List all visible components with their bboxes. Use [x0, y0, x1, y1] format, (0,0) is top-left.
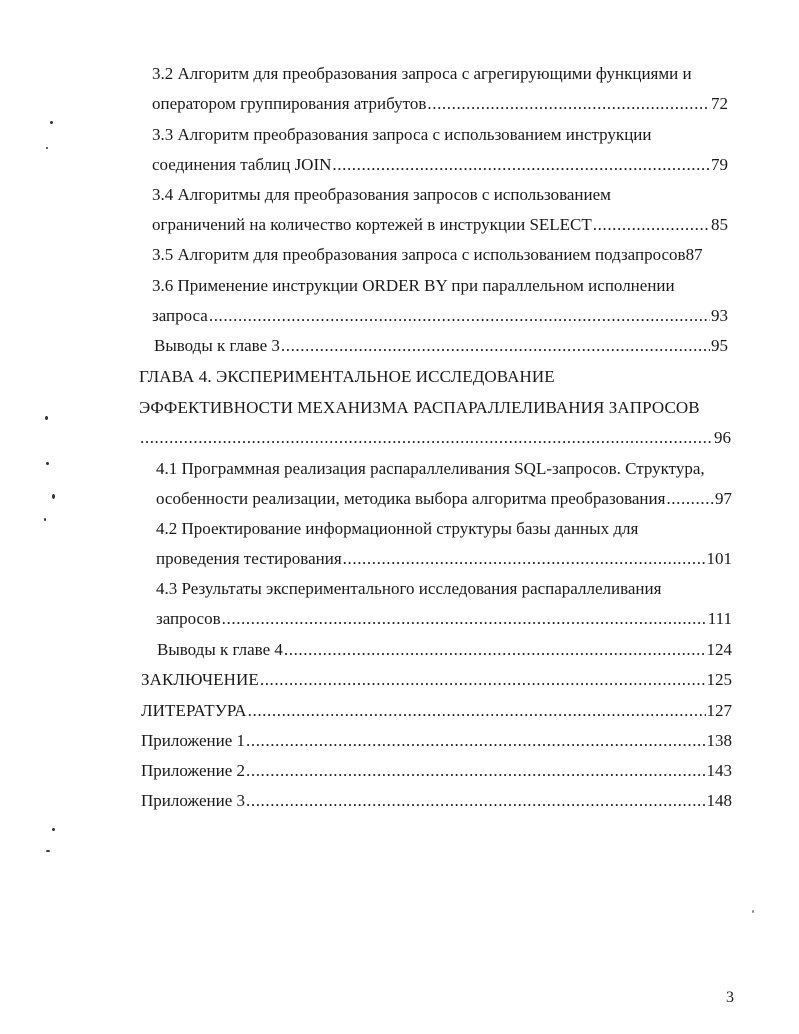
toc-entry-appendix-2-page: 143: [706, 761, 732, 780]
toc-entry-3-6: [152, 305, 728, 327]
leader-dots: [209, 305, 710, 327]
leader-dots: [593, 214, 710, 236]
toc-entry-4-1: [156, 488, 732, 510]
toc-entry-4-2: [156, 548, 732, 570]
leader-dots: [222, 608, 707, 630]
toc-entry-conclusion: [141, 669, 732, 691]
toc-entry-literature-page: 127: [706, 701, 732, 720]
scan-speck: [52, 828, 55, 831]
toc-entry-conclusion-title: ЗАКЛЮЧЕНИЕ: [141, 670, 259, 689]
leader-dots: [248, 700, 706, 722]
toc-entry-3-2-line1: 3.2 Алгоритм для преобразования запроса с агрегирующими функциями и: [152, 64, 692, 83]
toc-entry-chapter3-conclusions-page: 95: [711, 336, 728, 355]
toc-entry-chapter3-conclusions-title: Выводы к главе 3: [154, 336, 280, 355]
toc-entry-4-1-title: особенности реализации, методика выбора алгоритма преобразования: [156, 489, 666, 508]
toc-entry-appendix-2-title: Приложение 2: [141, 761, 245, 780]
toc-entry-4-2-line1: 4.2 Проектирование информационной структуры базы данных для: [156, 519, 639, 538]
scan-speck: [752, 910, 754, 913]
toc-entry-appendix-2: [141, 760, 732, 782]
toc-entry-3-3-line1: 3.3 Алгоритм преобразования запроса с использованием инструкции: [152, 125, 652, 144]
toc-entry-4-3-title: запросов: [156, 609, 221, 628]
toc-entry-literature-title: ЛИТЕРАТУРА: [141, 701, 247, 720]
toc-entry-appendix-1: [141, 730, 732, 752]
leader-dots: [284, 639, 706, 661]
toc-entry-3-2-page: 72: [711, 94, 728, 113]
leader-dots: [666, 488, 714, 510]
toc-entry-chapter4-conclusions-title: Выводы к главе 4: [157, 640, 283, 659]
toc-entry-3-6-line1: 3.6 Применение инструкции ORDER BY при параллельном исполнении: [152, 276, 675, 295]
toc-entry-appendix-3: [141, 790, 732, 812]
leader-dots: [260, 669, 706, 691]
scan-speck: [46, 147, 48, 149]
toc-entry-4-3: [156, 608, 732, 630]
toc-entry-3-5-title: 3.5 Алгоритм для преобразования запроса с использованием подзапросов: [152, 245, 686, 264]
toc-entry-3-6-title: запроса: [152, 306, 208, 325]
toc-entry-appendix-3-page: 148: [706, 791, 732, 810]
toc-entry-3-2: [152, 93, 728, 115]
leader-dots: [140, 427, 713, 449]
toc-entry-4-2-title: проведения тестирования: [156, 549, 342, 568]
toc-entry-3-2-title: оператором группирования атрибутов: [152, 94, 427, 113]
toc-entry-3-4-title: ограничений на количество кортежей в инструкции SELECT: [152, 215, 592, 234]
toc-entry-conclusion-page: 125: [706, 670, 732, 689]
leader-dots: [343, 548, 706, 570]
toc-entry-literature: [141, 700, 732, 722]
toc-entry-3-5-page: 87: [685, 245, 703, 264]
toc-entry-3-3-page: 79: [711, 155, 728, 174]
toc-entry-4-1-page: 97: [715, 489, 732, 508]
toc-entry-3-5: [152, 244, 728, 266]
toc-entry-appendix-1-page: 138: [706, 731, 732, 750]
toc-entry-4-1-line1: 4.1 Программная реализация распараллеливания SQL-запросов. Структура,: [156, 459, 705, 478]
toc-entry-chapter4-conclusions: [157, 639, 732, 661]
toc-chapter4-page: 96: [714, 428, 731, 447]
toc-entry-chapter4-conclusions-page: 124: [706, 640, 732, 659]
toc-entry-3-4-line1: 3.4 Алгоритмы для преобразования запросов с использованием: [152, 185, 611, 204]
toc-entry-3-4-page: 85: [711, 215, 728, 234]
leader-dots: [246, 790, 706, 812]
toc-entry-chapter3-conclusions: [154, 335, 728, 357]
scan-speck: [52, 494, 55, 499]
toc-entry-4-3-page: 111: [707, 609, 732, 628]
scan-speck: [50, 121, 53, 124]
toc-entry-4-3-line1: 4.3 Результаты экспериментального исследования распараллеливания: [156, 579, 662, 598]
scan-speck: [46, 850, 50, 852]
toc-entry-4-2-page: 101: [706, 549, 732, 568]
toc-entry-3-3-title: соединения таблиц JOIN: [152, 155, 332, 174]
scan-speck: [45, 416, 48, 420]
toc-chapter4-line1: ГЛАВА 4. ЭКСПЕРИМЕНТАЛЬНОЕ ИССЛЕДОВАНИЕ: [139, 367, 555, 386]
scan-speck: [44, 518, 46, 521]
toc-entry-appendix-1-title: Приложение 1: [141, 731, 245, 750]
toc-entry-3-6-page: 93: [711, 306, 728, 325]
toc-chapter4: [139, 427, 731, 449]
toc-entry-appendix-3-title: Приложение 3: [141, 791, 245, 810]
leader-dots: [332, 154, 710, 176]
leader-dots: [427, 93, 710, 115]
scan-speck: [46, 462, 49, 465]
toc-chapter4-line2: ЭФФЕКТИВНОСТИ МЕХАНИЗМА РАСПАРАЛЛЕЛИВАНИЯ ЗАПРОСОВ: [139, 398, 700, 417]
page-number: 3: [726, 989, 734, 1006]
leader-dots: [281, 335, 710, 357]
toc-entry-3-4: [152, 214, 728, 236]
leader-dots: [246, 730, 706, 752]
toc-entry-3-3: [152, 154, 728, 176]
leader-dots: [246, 760, 706, 782]
